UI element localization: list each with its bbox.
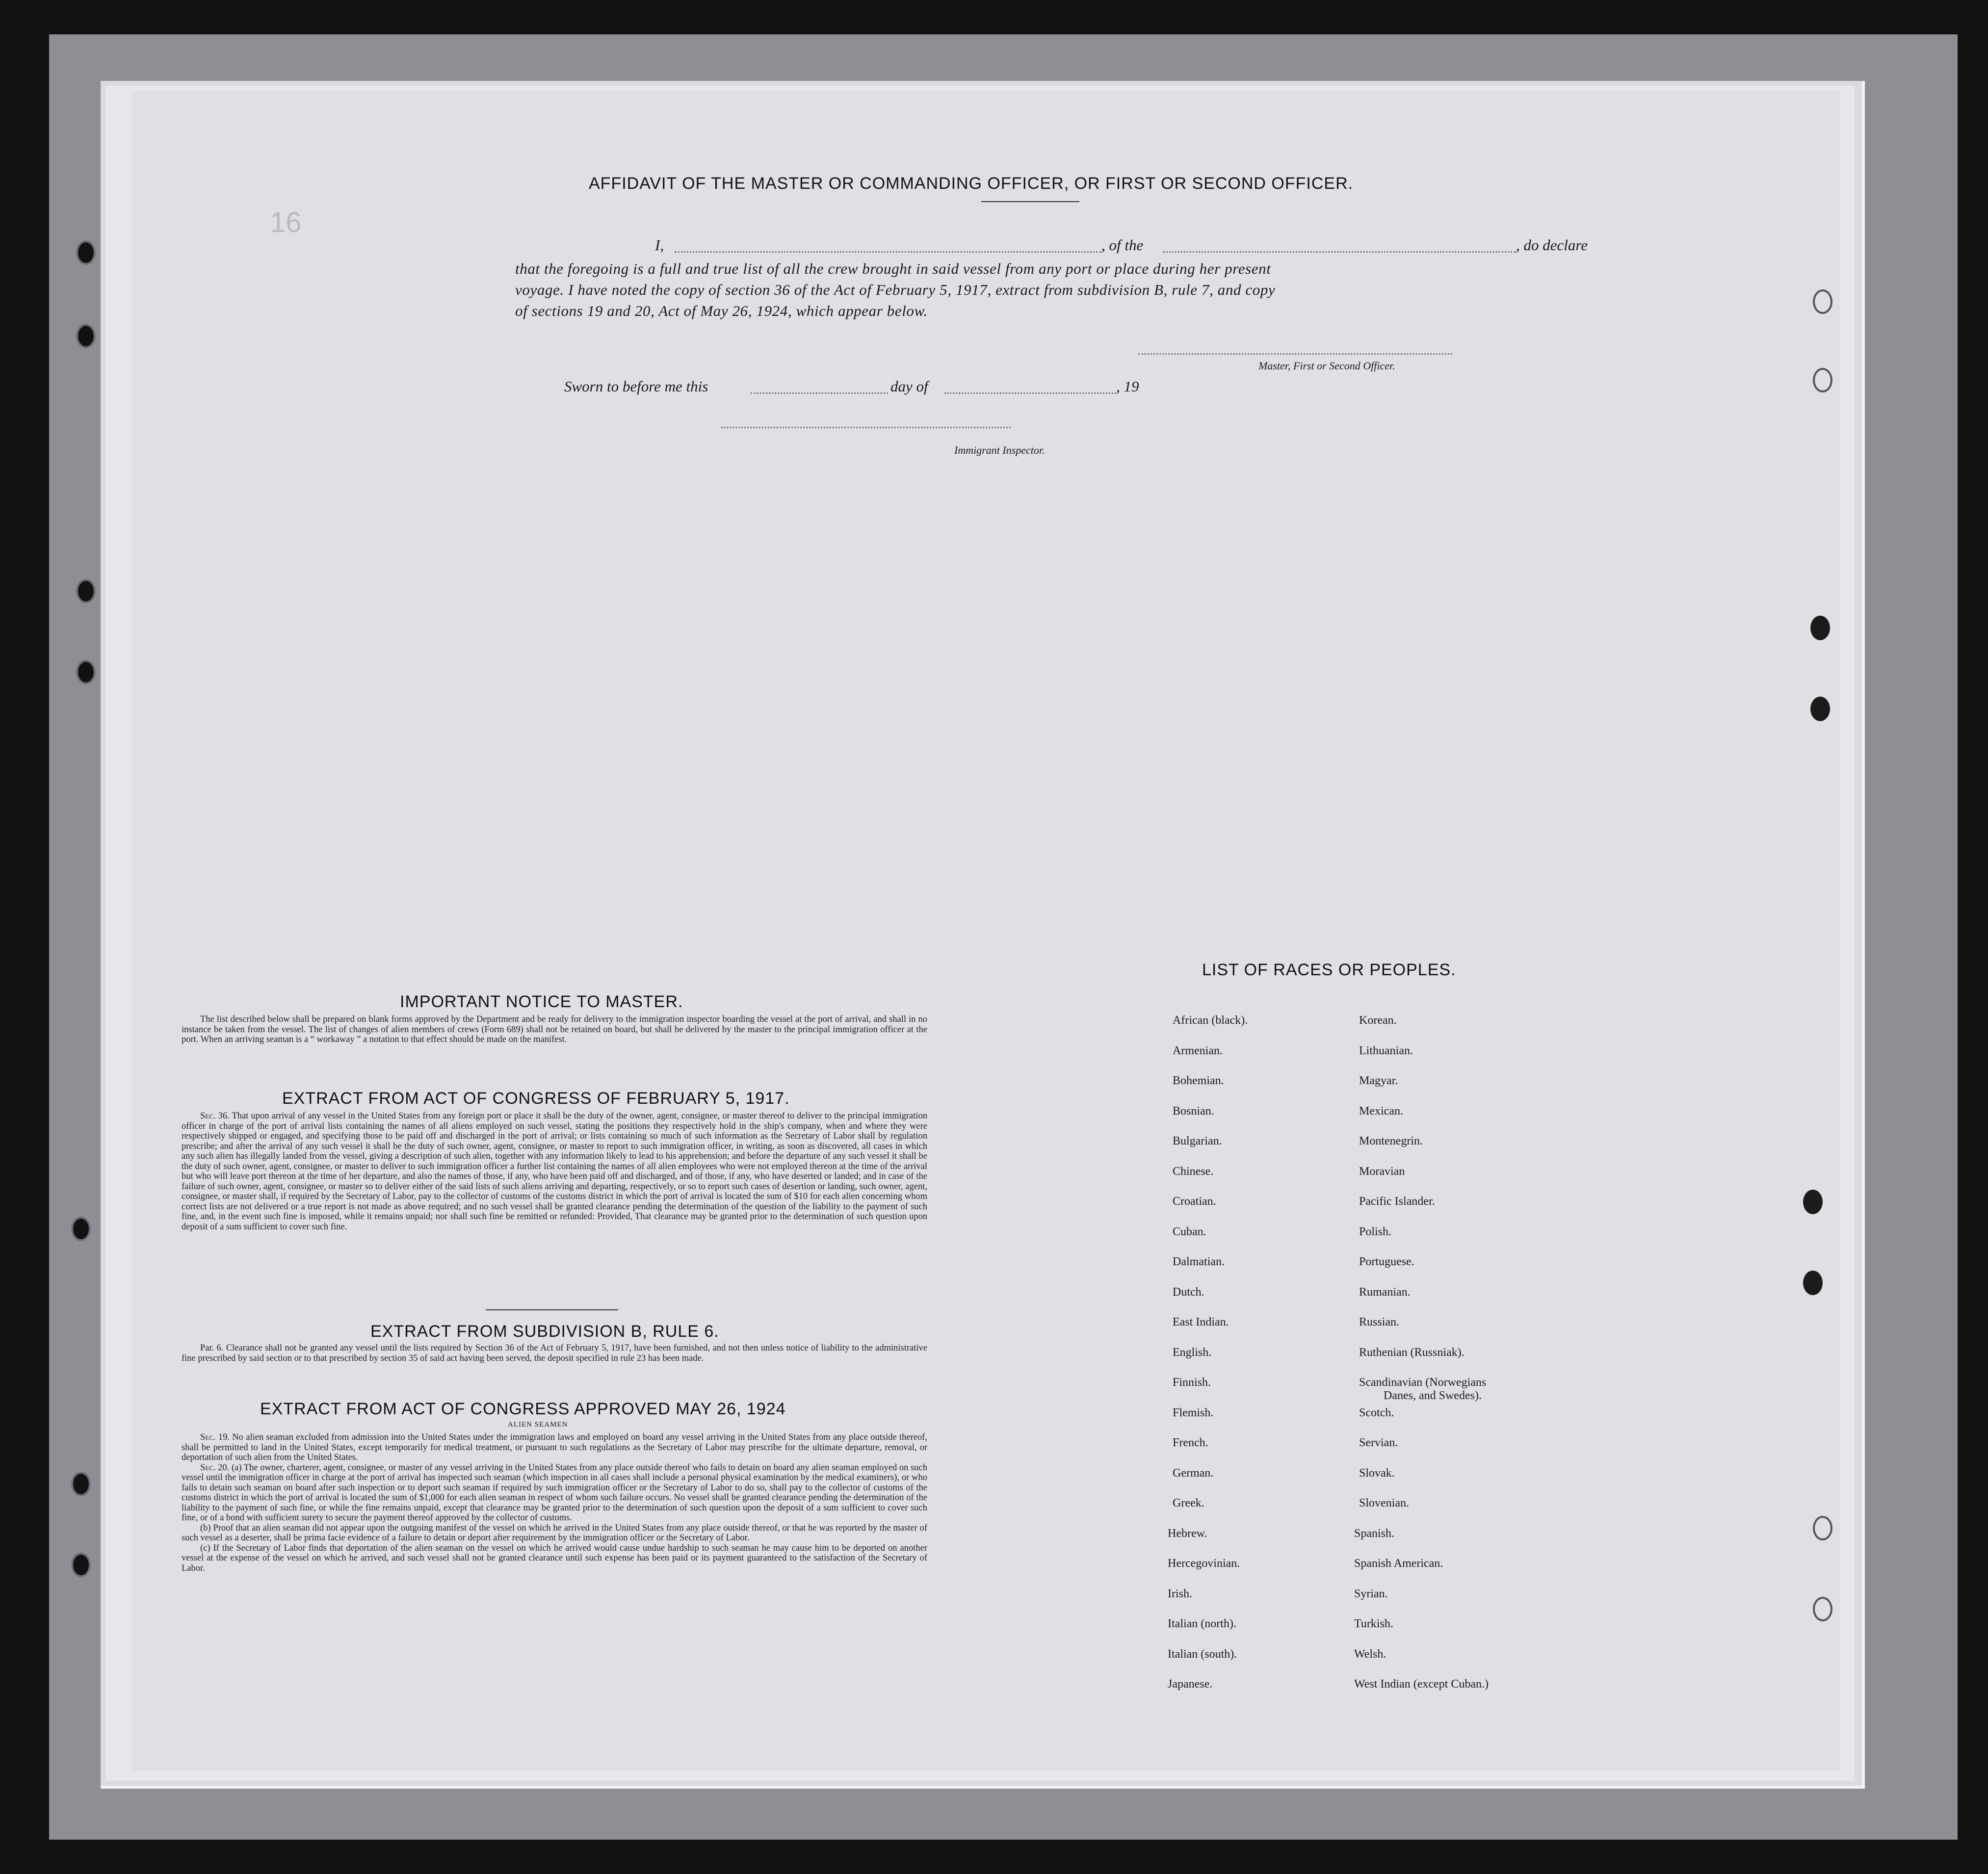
race-item: Flemish. xyxy=(1173,1406,1214,1419)
extract-1917-text xyxy=(182,1111,927,1232)
rule6-title: EXTRACT FROM SUBDIVISION B, RULE 6. xyxy=(370,1322,719,1341)
inspector-caption: Immigrant Inspector. xyxy=(954,444,1045,456)
race-item: German. xyxy=(1173,1466,1214,1480)
section-36-body: That upon arrival of any vessel in the United States from any foreign port or place it shall be the duty of the owner, agent, consignee, or master thereof to deliver to the principal immigration officer in charge of the port of arrival lists containing the names of all aliens employed on such vessel, stating the positions they respectively hold in the ship's company, when and where they were respectively shipped or engaged, and specifying those to be paid off and discharged in the port of arrival; or lists containing so much of such information as the Secretary of Labor shall by regulation prescribe; and after the arrival of any such vessel it shall be the duty of such owner, agent, consignee, or master to report to such immigration officer, in writing, as soon as discovered, all cases in which any such alien has illegally landed from the vessel, giving a description of such alien, together with any information likely to lead to his apprehension; and before the departure of any such vessel it shall be the duty of such owner, agent, consignee, or master to deliver to such immigration officer a further list containing the names of all alien employees who were not employed thereon at the time of the arrival but who will leave port thereon at the time of her departure, and also the names of those, if any, who have been paid off and discharged, and of those, if any, who have deserted or landed; and in case of the failure of such owner, agent, consignee, or master so to deliver either of the said lists of such aliens arriving and departing, respectively, or so to report such cases of desertion or landing, such owner, agent, consignee, or master shall, if required by the Secretary of Labor, pay to the collector of customs of the customs district in which the port of arrival is located the sum of $10 for each alien concerning whom correct lists are not delivered or a true report is not made as above required; and no such vessel shall be granted clearance pending the determination of the question of the liability to the payment of such fine, and, in the event such fine is imposed, while it remains unpaid; nor shall such fine be remitted or refunded: Provided, That clearance may be granted prior to the determination of such question upon deposit of a sum sufficient to cover such fine. xyxy=(182,1111,927,1232)
section-label: Sec. 20. xyxy=(200,1462,230,1473)
race-item: Italian (north). xyxy=(1168,1617,1236,1630)
section-19-body: No alien seaman excluded from admission into the United States under the immigration laws and employed on board any vessel arriving in the United States from any place outside thereof, shall be permitted to land in the United States, except temporarily for medical treatment, or pursuant to such regulations as the Secretary of Labor may prescribe for the ultimate departure, removal, or deportation of such alien from the United States. xyxy=(182,1432,928,1462)
section-20c-body: (c) If the Secretary of Labor finds that deportation of the alien seaman on the vessel on which he arrived would cause undue hardship to such seaman he may cause him to be deported on another vessel at the expense of the vessel on which he arrived, and such vessel shall not be granted clearance until such expense has been paid or its payment guaranteed to the satisfaction of the Secretary of Labor. xyxy=(182,1543,927,1573)
race-item: African (black). xyxy=(1173,1014,1248,1027)
race-item: Slovenian. xyxy=(1359,1497,1409,1510)
race-item: Croatian. xyxy=(1173,1195,1216,1208)
name-blank xyxy=(675,251,1101,253)
race-item: Magyar. xyxy=(1359,1074,1398,1087)
section-label: Sec. 19. xyxy=(200,1432,230,1442)
race-item: Irish. xyxy=(1168,1587,1192,1600)
inspector-blank xyxy=(721,427,1011,428)
race-item: Pacific Islander. xyxy=(1359,1195,1435,1208)
vessel-blank xyxy=(1163,251,1516,253)
race-item: Russian. xyxy=(1359,1316,1400,1328)
affidavit-line-3: voyage. I have noted the copy of section 36 of the Act of February 5, 1917, extract from subdivision B, rule 7, and copy xyxy=(515,281,1276,298)
binder-hole xyxy=(76,240,96,265)
race-item: Chinese. xyxy=(1173,1165,1214,1178)
race-item: Korean. xyxy=(1359,1014,1397,1027)
extract-1924-text xyxy=(182,1432,927,1573)
race-item: Dutch. xyxy=(1173,1285,1204,1299)
binder-hole xyxy=(71,1553,91,1577)
race-item: Ruthenian (Russniak). xyxy=(1359,1346,1465,1359)
binder-hole xyxy=(76,579,96,603)
race-item: Bulgarian. xyxy=(1173,1135,1222,1147)
race-item: Cuban. xyxy=(1173,1225,1206,1238)
affidavit-declare: , do declare xyxy=(1516,236,1588,254)
binder-hole xyxy=(71,1472,91,1496)
race-item: Scotch. xyxy=(1359,1406,1394,1419)
race-item: Mexican. xyxy=(1359,1104,1403,1118)
affidavit-line-4: of sections 19 and 20, Act of May 26, 1924, which appear below. xyxy=(515,302,928,319)
signature-blank xyxy=(1138,353,1452,355)
notice-paragraph: The list described below shall be prepared on blank forms approved by the Department and be ready for delivery to the immigration inspector boarding the vessel at the port of arrival, and shall in no instance be taken from the vessel. The list of changes of alien members of crews (Form 689) shall not be retained on board, but shall be delivered by the master to the principal immigration officer at the port. When an arriving seaman is a “ workaway ” a notation to that effect should be made on the manifest. xyxy=(182,1015,927,1044)
race-item: Spanish. xyxy=(1354,1527,1395,1540)
race-item: Syrian. xyxy=(1354,1587,1388,1600)
race-item: Bosnian. xyxy=(1173,1104,1214,1118)
affidavit-i: I, xyxy=(655,236,664,254)
binder-hole xyxy=(1813,368,1832,392)
race-item: French. xyxy=(1173,1436,1208,1449)
section-20b-body: (b) Proof that an alien seaman did not appear upon the outgoing manifest of the vessel on which he arrived in the United States from any place outside thereof, or that he was reported by the master of such vessel as a deserter, shall be prima facie evidence of a failure to detain or deport after requirement by the immigration officer or the Secretary of Labor. xyxy=(182,1523,927,1543)
rule6-text xyxy=(182,1343,927,1363)
notice-title: IMPORTANT NOTICE TO MASTER. xyxy=(400,992,683,1011)
day-of: day of xyxy=(890,378,928,395)
race-item: Polish. xyxy=(1359,1225,1392,1238)
margin-number: 16 xyxy=(270,207,302,238)
manifest-page xyxy=(132,91,1840,1771)
race-item: Hercegovinian. xyxy=(1168,1557,1240,1570)
extract-1924-title: EXTRACT FROM ACT OF CONGRESS APPROVED MAY 26, 1924 xyxy=(260,1400,786,1418)
binder-hole xyxy=(1810,616,1830,640)
race-item: West Indian (except Cuban.) xyxy=(1354,1678,1489,1691)
race-item: Spanish American. xyxy=(1354,1557,1443,1570)
race-item: Rumanian. xyxy=(1359,1285,1411,1299)
affidavit-line-2: that the foregoing is a full and true list of all the crew brought in said vessel from any port or place during her present xyxy=(515,260,1271,277)
races-title: LIST OF RACES OR PEOPLES. xyxy=(1202,961,1456,979)
month-blank xyxy=(944,392,1116,394)
year-prefix: , 19 xyxy=(1116,378,1139,395)
race-item: Greek. xyxy=(1173,1497,1204,1510)
binder-hole xyxy=(1813,1516,1832,1540)
affidavit-title: AFFIDAVIT OF THE MASTER OR COMMANDING OFFICER, OR FIRST OR SECOND OFFICER. xyxy=(589,174,1354,193)
race-item: Italian (south). xyxy=(1168,1647,1237,1661)
title-rule xyxy=(981,201,1079,202)
race-item: Slovak. xyxy=(1359,1466,1395,1480)
race-item: Welsh. xyxy=(1354,1647,1386,1661)
race-item: East Indian. xyxy=(1173,1316,1229,1328)
binder-hole xyxy=(71,1217,91,1241)
race-item: Bohemian. xyxy=(1173,1074,1224,1087)
race-item: Portuguese. xyxy=(1359,1255,1414,1268)
binder-hole xyxy=(1813,289,1832,314)
binder-hole xyxy=(1813,1597,1832,1621)
sworn-text: Sworn to before me this xyxy=(564,378,708,395)
race-item: Finnish. xyxy=(1173,1376,1211,1389)
race-item: Moravian xyxy=(1359,1165,1405,1178)
binder-hole xyxy=(1810,697,1830,721)
race-item: Hebrew. xyxy=(1168,1527,1207,1540)
binder-hole xyxy=(1803,1271,1823,1295)
race-item: Dalmatian. xyxy=(1173,1255,1225,1268)
signature-caption: Master, First or Second Officer. xyxy=(1258,360,1395,372)
notice-text xyxy=(182,1015,927,1045)
race-item: English. xyxy=(1173,1346,1212,1359)
alien-seamen-subtitle: ALIEN SEAMEN xyxy=(508,1421,568,1429)
binder-hole xyxy=(1803,1190,1823,1214)
day-blank xyxy=(751,392,888,394)
race-item: Japanese. xyxy=(1168,1678,1213,1691)
race-item: Servian. xyxy=(1359,1436,1398,1449)
binder-hole xyxy=(76,660,96,684)
race-item: Turkish. xyxy=(1354,1617,1393,1630)
affidavit-of-the: , of the xyxy=(1101,236,1144,254)
race-item: Lithuanian. xyxy=(1359,1044,1413,1057)
extract-1917-title: EXTRACT FROM ACT OF CONGRESS OF FEBRUARY 5, 1917. xyxy=(282,1089,790,1108)
section-20a-body: (a) The owner, charterer, agent, consignee, or master of any vessel arriving in the United States from any place outside thereof who fails to detain on board any alien seaman employed on such vessel until the immigration officer in charge at the port of arrival has inspected such seaman (which inspection in all cases shall include a personal physical examination by the medical examiners), or who fails to detain such seaman on board after such inspection or to deport such seaman if required by such immigration officer or the Secretary of Labor to do so, shall pay to the collector of customs of the customs district in which the port of arrival is located the sum of $1,000 for each alien seaman in respect of whom such failure occurs. No vessel shall be granted clearance pending the determination of the liability to the payment of such fine, or while the fine remains unpaid, except that clearance may be granted prior to the determination of such question upon the deposit of a sum sufficient to cover such fine, or of a bond with sufficient surety to secure the payment thereof approved by the collector of customs. xyxy=(182,1462,927,1523)
race-item: Montenegrin. xyxy=(1359,1135,1423,1147)
binder-hole xyxy=(76,324,96,348)
race-item: Armenian. xyxy=(1173,1044,1223,1057)
rule6-paragraph: Par. 6. Clearance shall not be granted any vessel until the lists required by Section 36 of the Act of February 5, 1917, have been furnished, and not then unless notice of liability to the administrative fine prescribed by said section or to that prescribed by section 35 of said act having been served, the deposit specified in rule 23 has been made. xyxy=(182,1343,927,1363)
race-item: Scandinavian (Norwegians xyxy=(1359,1376,1487,1389)
section-rule xyxy=(486,1309,618,1310)
race-item-continuation: Danes, and Swedes). xyxy=(1384,1389,1482,1402)
section-label: Sec. 36. xyxy=(200,1111,230,1121)
